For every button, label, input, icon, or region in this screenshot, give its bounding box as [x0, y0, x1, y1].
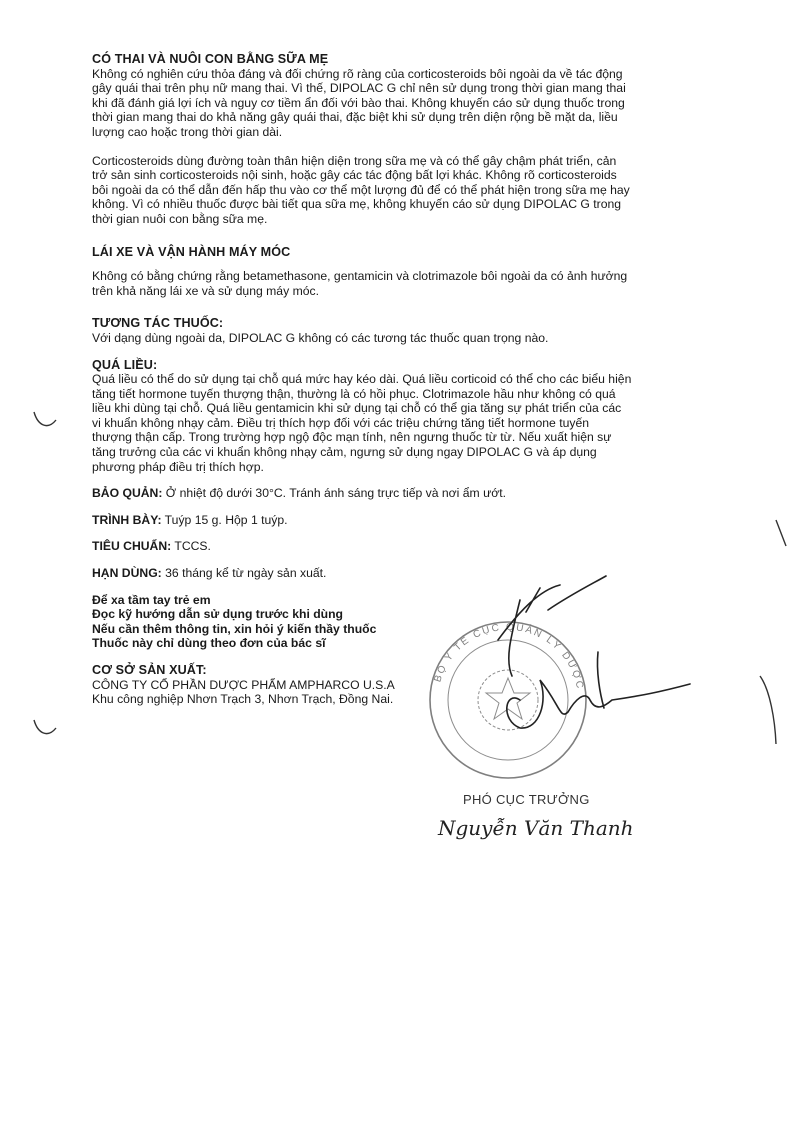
manufacturer-section — [92, 663, 632, 707]
document-body — [92, 52, 632, 707]
overdose-section — [92, 358, 632, 475]
warnings-block — [92, 593, 632, 651]
packaging-row — [92, 513, 632, 528]
warning-line: Đọc kỹ hướng dẫn sử dụng trước khi dùng — [92, 607, 343, 622]
packaging-label: TRÌNH BÀY: — [92, 512, 162, 527]
pregnancy-section — [92, 52, 632, 227]
paragraph: Quá liều có thể do sử dụng tại chỗ quá mức hay kéo dài. Quá liều corticoid có thể cho các biểu hiện tăng tiết hormone tuyến thượng thận, thường là có hồi phục. Clotrimazole hầu như không có quá liều khi dùng tại chỗ. Quá liều gentamicin khi sử dụng tại chỗ có thể gia tăng sự phát triển của các vi khuẩn không nhạy cảm. Điều trị thích hợp đối với các triệu chứng tăng tiết hormone tuyến thượng thận cấp. Trong trường hợp ngộ độc mạn tính, nên ngưng thuốc từ từ. Nếu xuất hiện sự tăng trưởng của các vi khuẩn không nhạy cảm, ngưng sử dụng ngay DIPOLAC G và áp dụng phương pháp điều trị thích hợp. — [92, 372, 632, 474]
packaging-value: Tuýp 15 g. Hộp 1 tuýp. — [161, 512, 288, 527]
section-heading: CÓ THAI VÀ NUÔI CON BẰNG SỮA MẸ — [92, 52, 329, 66]
section-heading: QUÁ LIỀU: — [92, 357, 158, 372]
manufacturer-address: Khu công nghiệp Nhơn Trạch 3, Nhơn Trạch, Đồng Nai. — [92, 692, 394, 707]
expiry-value: 36 tháng kể từ ngày sản xuất. — [161, 566, 327, 581]
interactions-section — [92, 316, 632, 345]
manufacturer-name: CÔNG TY CỔ PHẦN DƯỢC PHẨM AMPHARCO U.S.A — [92, 677, 395, 692]
paragraph: Với dạng dùng ngoài da, DIPOLAC G không có các tương tác thuốc quan trọng nào. — [92, 330, 549, 345]
standard-label: TIÊU CHUẨN: — [92, 539, 172, 554]
section-heading: TƯƠNG TÁC THUỐC: — [92, 316, 224, 331]
section-heading: LÁI XE VÀ VẬN HÀNH MÁY MÓC — [92, 244, 291, 259]
expiry-row — [92, 566, 632, 581]
expiry-label: HẠN DÙNG: — [92, 566, 162, 581]
storage-value: Ở nhiệt độ dưới 30°C. Tránh ánh sáng trực tiếp và nơi ẩm ướt. — [162, 486, 506, 501]
driving-section — [92, 245, 632, 299]
stamp-text: BỘ Y TẾ CỤC QUẢN LÝ DƯỢC — [432, 621, 586, 692]
warning-line: Thuốc này chỉ dùng theo đơn của bác sĩ — [92, 636, 326, 651]
storage-row — [92, 486, 632, 501]
standard-row — [92, 539, 632, 554]
warning-line: Để xa tầm tay trẻ em — [92, 592, 211, 607]
paragraph: Không có bằng chứng rằng betamethasone, gentamicin và clotrimazole bôi ngoài da có ảnh hưởng trên khả năng lái xe và sử dụng máy móc. — [92, 269, 628, 298]
standard-value: TCCS. — [171, 539, 211, 554]
deputy-name: Nguyễn Văn Thanh — [438, 816, 634, 840]
paragraph: Không có nghiên cứu thỏa đáng và đối chứng rõ ràng của corticosteroids bôi ngoài da về tác động gây quái thai trên phụ nữ mang thai. Vì thế, DIPOLAC G chỉ nên sử dụng trong thời gian mang thai khi đã đánh giá lợi ích và nguy cơ tiềm ẩn đối với bào thai. Không khuyến cáo sử dụng thuốc trong thời gian mang thai do khả năng gây quái thai, đặc biệt khi sử dụng trên diện rộng bề mặt da, liều lượng cao hoặc trong thời gian dài. — [92, 66, 626, 139]
paragraph: Corticosteroids dùng đường toàn thân hiện diện trong sữa mẹ và có thể gây chậm phát triển, cản trở sản sinh corticosteroids nội sinh, hoặc gây các tác động bất lợi khác. Không rõ corticosteroids bôi ngoài da có thể dẫn đến hấp thu vào cơ thể một lượng đủ để có thể phát hiện trong sữa mẹ hay không. Vì có nhiều thuốc được bài tiết qua sữa mẹ, không khuyến cáo sử dụng DIPOLAC G trong thời gian nuôi con bằng sữa mẹ. — [92, 153, 630, 226]
section-heading: CƠ SỞ SẢN XUẤT: — [92, 663, 207, 677]
deputy-title: PHÓ CỤC TRƯỞNG — [463, 792, 590, 807]
warning-line: Nếu cần thêm thông tin, xin hỏi ý kiến thầy thuốc — [92, 621, 377, 636]
storage-label: BẢO QUẢN: — [92, 486, 163, 501]
